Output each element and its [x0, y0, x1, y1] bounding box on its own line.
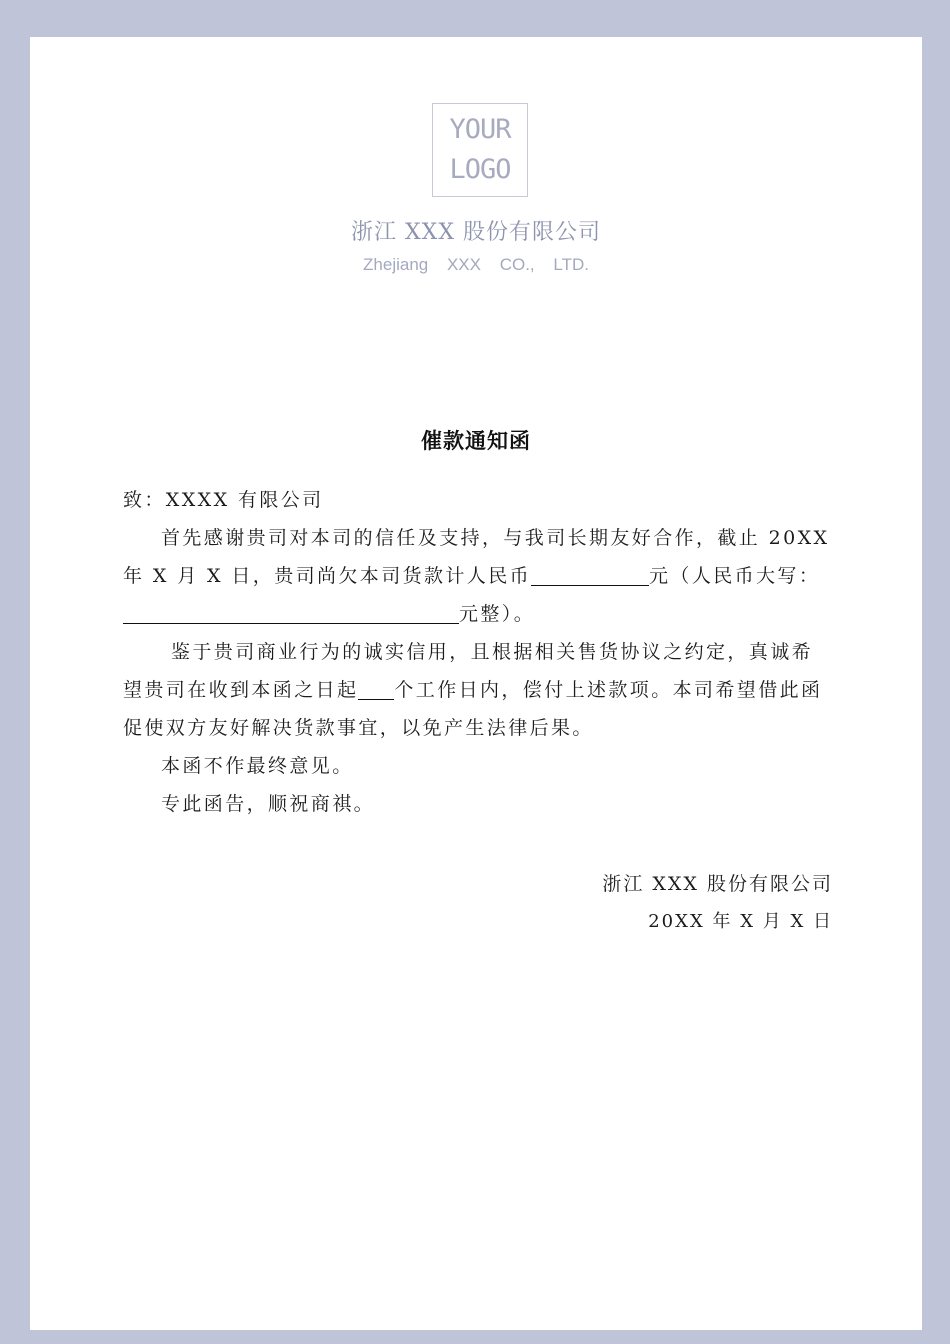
signature-block — [602, 865, 833, 941]
paragraph-amount-text-a: 首先感谢贵司对本司的信任及支持，与我司长期友好合作，截止 20XX 年 X 月 X 日，贵司尚欠本司货款计人民币 — [123, 527, 830, 587]
letter-title: 催款通知函 — [421, 428, 531, 453]
company-name-cn: 浙江 XXX 股份有限公司 — [351, 220, 601, 245]
company-name-en: Zhejiang XXX CO., LTD. — [363, 255, 589, 274]
paragraph-request-text-a: 鉴于贵司商业行为的诚实信用，且根据相关售货协议之约定，真诚希望贵司在收到本函之日起 — [123, 641, 814, 701]
signature-company: 浙江 XXX 股份有限公司 — [602, 873, 833, 895]
letter-body — [123, 481, 831, 823]
amount-capital-blank — [123, 599, 459, 624]
signature-date: 20XX 年 X 月 X 日 — [648, 911, 833, 932]
salutation: 致：XXXX 有限公司 — [123, 489, 324, 511]
paragraph-amount-owed — [123, 519, 831, 633]
paragraph-payment-request — [123, 633, 831, 747]
logo-line-1: YOUR — [449, 114, 511, 145]
letter-page — [30, 37, 922, 1330]
logo-line-2: LOGO — [449, 154, 511, 185]
paragraph-amount-text-b: 元（人民币大写： — [649, 565, 821, 587]
paragraph-closing: 专此函告，顺祝商祺。 — [161, 793, 376, 815]
days-blank — [358, 675, 394, 700]
logo-placeholder — [432, 103, 528, 197]
paragraph-request-text-b: 个工作日内，偿付上述款项。本司希望借此函促使双方友好解决货款事宜，以免产生法律后果。 — [123, 679, 823, 739]
paragraph-not-final: 本函不作最终意见。 — [161, 755, 354, 777]
paragraph-amount-text-c: 元整）。 — [459, 603, 536, 625]
amount-blank — [531, 561, 649, 586]
